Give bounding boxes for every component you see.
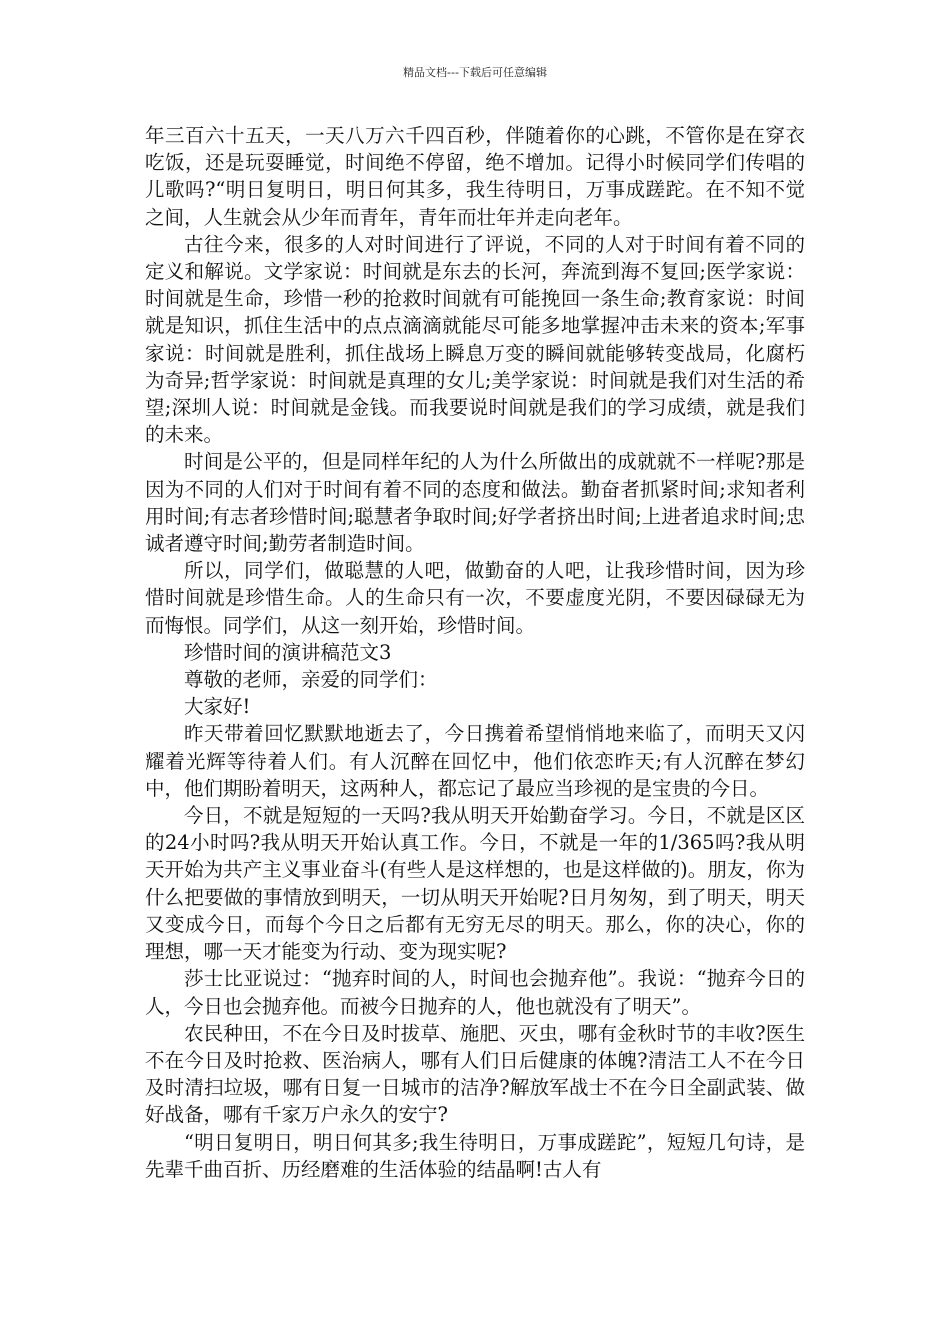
section-title: 珍惜时间的演讲稿范文3: [184, 640, 392, 664]
paragraph: 昨天带着回忆默默地逝去了，今日携着希望悄悄地来临了，而明天又闪耀着光辉等待着人们。有人沉醉在回忆中，他们依恋昨天;有人沉醉在梦幻中，他们期盼着明天，这两种人，都忘记了最应当珍视的是宝贵的今日。: [145, 722, 805, 800]
document-body: [145, 122, 805, 1183]
paragraph: 农民种田，不在今日及时拔草、施肥、灭虫，哪有金秋时节的丰收?医生不在今日及时抢救、医治病人，哪有人们日后健康的体魄?清洁工人不在今日及时清扫垃圾，哪有日复一日城市的洁净?解放军战士不在今日全副武装、做好战备，哪有千家万户永久的安宁?: [145, 1021, 805, 1127]
paragraph: 所以，同学们，做聪慧的人吧，做勤奋的人吧，让我珍惜时间，因为珍惜时间就是珍惜生命。人的生命只有一次，不要虚度光阴，不要因碌碌无为而悔恨。同学们，从这一刻开始，珍惜时间。: [145, 559, 805, 637]
salutation: 尊敬的老师，亲爱的同学们：: [184, 668, 438, 692]
page-header: 精品文档---下载后可任意编辑: [403, 66, 547, 79]
paragraph: “明日复明日，明日何其多;我生待明日，万事成蹉跎”，短短几句诗，是先辈千曲百折、历经磨难的生活体验的结晶啊!古人有: [145, 1130, 805, 1181]
greeting: 大家好!: [184, 695, 251, 719]
paragraph: 古往今来，很多的人对时间进行了评说，不同的人对于时间有着不同的定义和解说。文学家说：时间就是东去的长河，奔流到海不复回;医学家说：时间就是生命，珍惜一秒的抢救时间就有可能挽回一条生命;教育家说：时间就是知识，抓住生活中的点点滴滴就能尽可能多地掌握冲击未来的资本;军事家说：时间就是胜利，抓住战场上瞬息万变的瞬间就能够转变战局，化腐朽为奇异;哲学家说：时间就是真理的女儿;美学家说：时间就是我们对生活的希望;深圳人说：时间就是金钱。而我要说时间就是我们的学习成绩，就是我们的未来。: [145, 232, 805, 447]
paragraph: 时间是公平的，但是同样年纪的人为什么所做出的成就就不一样呢?那是因为不同的人们对于时间有着不同的态度和做法。勤奋者抓紧时间;求知者利用时间;有志者珍惜时间;聪慧者争取时间;好学者挤出时间;上进者追求时间;忠诚者遵守时间;勤劳者制造时间。: [145, 450, 805, 556]
paragraph: 今日，不就是短短的一天吗?我从明天开始勤奋学习。今日，不就是区区的24小时吗?我从明天开始认真工作。今日，不就是一年的1/365吗?我从明天开始为共产主义事业奋斗(有些人是这样想的，也是这样做的)。朋友，你为什么把要做的事情放到明天，一切从明天开始呢?日月匆匆，到了明天，明天又变成今日，而每个今日之后都有无穷无尽的明天。那么，你的决心，你的理想，哪一天才能变为行动、变为现实呢?: [145, 804, 805, 964]
paragraph: 莎士比亚说过：“抛弃时间的人，时间也会抛弃他”。我说：“抛弃今日的人，今日也会抛弃他。而被今日抛弃的人，他也就没有了明天”。: [145, 967, 805, 1018]
paragraph-continuation: 年三百六十五天，一天八万六千四百秒，伴随着你的心跳，不管你是在穿衣吃饭，还是玩耍睡觉，时间绝不停留，绝不增加。记得小时候同学们传唱的儿歌吗?“明日复明日，明日何其多，我生待明日，万事成蹉跎。在不知不觉之间，人生就会从少年而青年，青年而壮年并走向老年。: [145, 124, 805, 229]
